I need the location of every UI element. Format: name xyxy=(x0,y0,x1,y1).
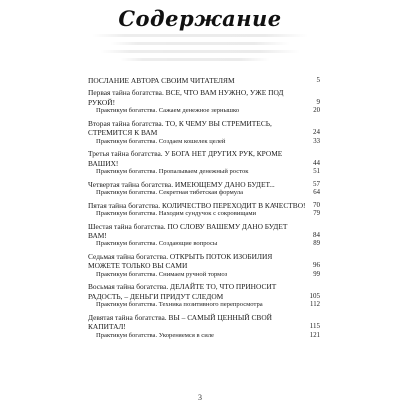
toc-practicum-entry xyxy=(88,271,320,280)
entry-title: Практикум богатства. Пропалываем денежный росток xyxy=(96,168,249,176)
entry-title: Пятая тайна богатства. КОЛИЧЕСТВО ПЕРЕХОДИТ В КАЧЕСТВО! xyxy=(88,200,306,210)
page-title: Содержание xyxy=(118,6,282,31)
entry-title: Вторая тайна богатства. ТО, К ЧЕМУ ВЫ СТРЕМИТЕСЬ, СТРЕМИТСЯ К ВАМ xyxy=(88,118,272,138)
toc-practicum-entry xyxy=(88,210,320,219)
entry-title: Практикум богатства. Сажаем денежное зернышко xyxy=(96,107,240,115)
entry-title: Практикум богатства. Снимаем ручной тормоз xyxy=(96,270,228,278)
entry-page-number: 89 xyxy=(313,240,320,248)
entry-title: Третья тайна богатства. У БОГА НЕТ ДРУГИХ РУК, КРОМЕ ВАШИХ! xyxy=(88,149,283,168)
entry-page-number: 115 xyxy=(309,322,320,331)
show-through-text xyxy=(92,34,308,37)
toc-chapter-entry xyxy=(88,149,320,168)
entry-page-number: 84 xyxy=(313,231,320,240)
toc-practicum-entry xyxy=(88,168,320,177)
entry-page-number: 20 xyxy=(313,107,320,115)
entry-page-number: 112 xyxy=(310,301,320,309)
toc-chapter-entry xyxy=(88,282,320,301)
entry-title: ПОСЛАНИЕ АВТОРА СВОИМ ЧИТАТЕЛЯМ xyxy=(88,76,235,85)
toc-practicum-entry xyxy=(88,107,320,116)
entry-page-number: 33 xyxy=(313,137,320,145)
entry-title: Шестая тайна богатства. ПО СЛОВУ ВАШЕМУ ДАНО БУДЕТ ВАМ! xyxy=(88,221,288,241)
entry-page-number: 70 xyxy=(313,200,320,209)
entry-title: Девятая тайна богатства. ВЫ – САМЫЙ ЦЕННЫЙ СВОЙ КАПИТАЛ! xyxy=(88,312,273,332)
show-through-text xyxy=(110,42,290,45)
entry-title: Практикум богатства. Создающие вопросы xyxy=(96,240,218,248)
toc-practicum-entry xyxy=(88,332,320,341)
entry-page-number: 24 xyxy=(313,128,320,137)
toc-chapter-entry xyxy=(88,180,320,189)
toc-chapter-entry xyxy=(88,201,320,210)
entry-title: Седьмая тайна богатства. ОТКРЫТЬ ПОТОК ИЗОБИЛИЯ МОЖЕТЕ ТОЛЬКО ВЫ САМИ xyxy=(88,252,273,271)
toc-chapter-entry xyxy=(88,252,320,271)
entry-page-number: 121 xyxy=(309,331,320,339)
entry-title: Восьмая тайна богатства. ДЕЛАЙТЕ ТО, ЧТО ПРИНОСИТ РАДОСТЬ, – ДЕНЬГИ ПРИДУТ СЛЕДОМ xyxy=(88,282,277,301)
entry-page-number: 64 xyxy=(313,189,320,197)
entry-page-number: 99 xyxy=(313,270,320,278)
entry-page-number: 96 xyxy=(313,261,320,270)
entry-title: Практикум богатства. Секретная тибетская формула xyxy=(96,189,244,197)
table-of-contents xyxy=(88,76,320,340)
toc-practicum-entry xyxy=(88,301,320,310)
entry-page-number: 79 xyxy=(313,210,320,218)
show-through-text xyxy=(120,58,270,61)
toc-practicum-entry xyxy=(88,189,320,198)
toc-chapter-entry xyxy=(88,313,320,332)
entry-page-number: 44 xyxy=(313,158,320,167)
toc-chapter-entry xyxy=(88,88,320,107)
entry-page-number: 105 xyxy=(309,291,320,300)
entry-title: Практикум богатства. Создаем кошелек целей xyxy=(96,137,226,145)
entry-title: Первая тайна богатства. ВСЕ, ЧТО ВАМ НУЖНО, УЖЕ ПОД РУКОЙ! xyxy=(88,88,284,107)
entry-title: Практикум богатства. Находим сундучок с сокровищами xyxy=(96,210,257,218)
entry-page-number: 57 xyxy=(313,179,320,188)
toc-chapter-entry xyxy=(88,222,320,241)
show-through-text xyxy=(100,50,300,53)
entry-page-number: 5 xyxy=(316,76,320,84)
entry-title: Практикум богатства. Укореняемся в силе xyxy=(96,331,214,339)
toc-practicum-entry xyxy=(88,240,320,249)
entry-page-number: 9 xyxy=(316,97,320,106)
page-number: 3 xyxy=(198,393,202,402)
toc-practicum-entry xyxy=(88,138,320,147)
entry-title: Практикум богатства. Техника позитивного перепросмотра xyxy=(96,301,263,309)
entry-title: Четвертая тайна богатства. ИМЕЮЩЕМУ ДАНО БУДЕТ... xyxy=(88,179,275,189)
entry-page-number: 51 xyxy=(313,168,320,176)
toc-chapter-entry xyxy=(88,76,320,85)
toc-chapter-entry xyxy=(88,119,320,138)
